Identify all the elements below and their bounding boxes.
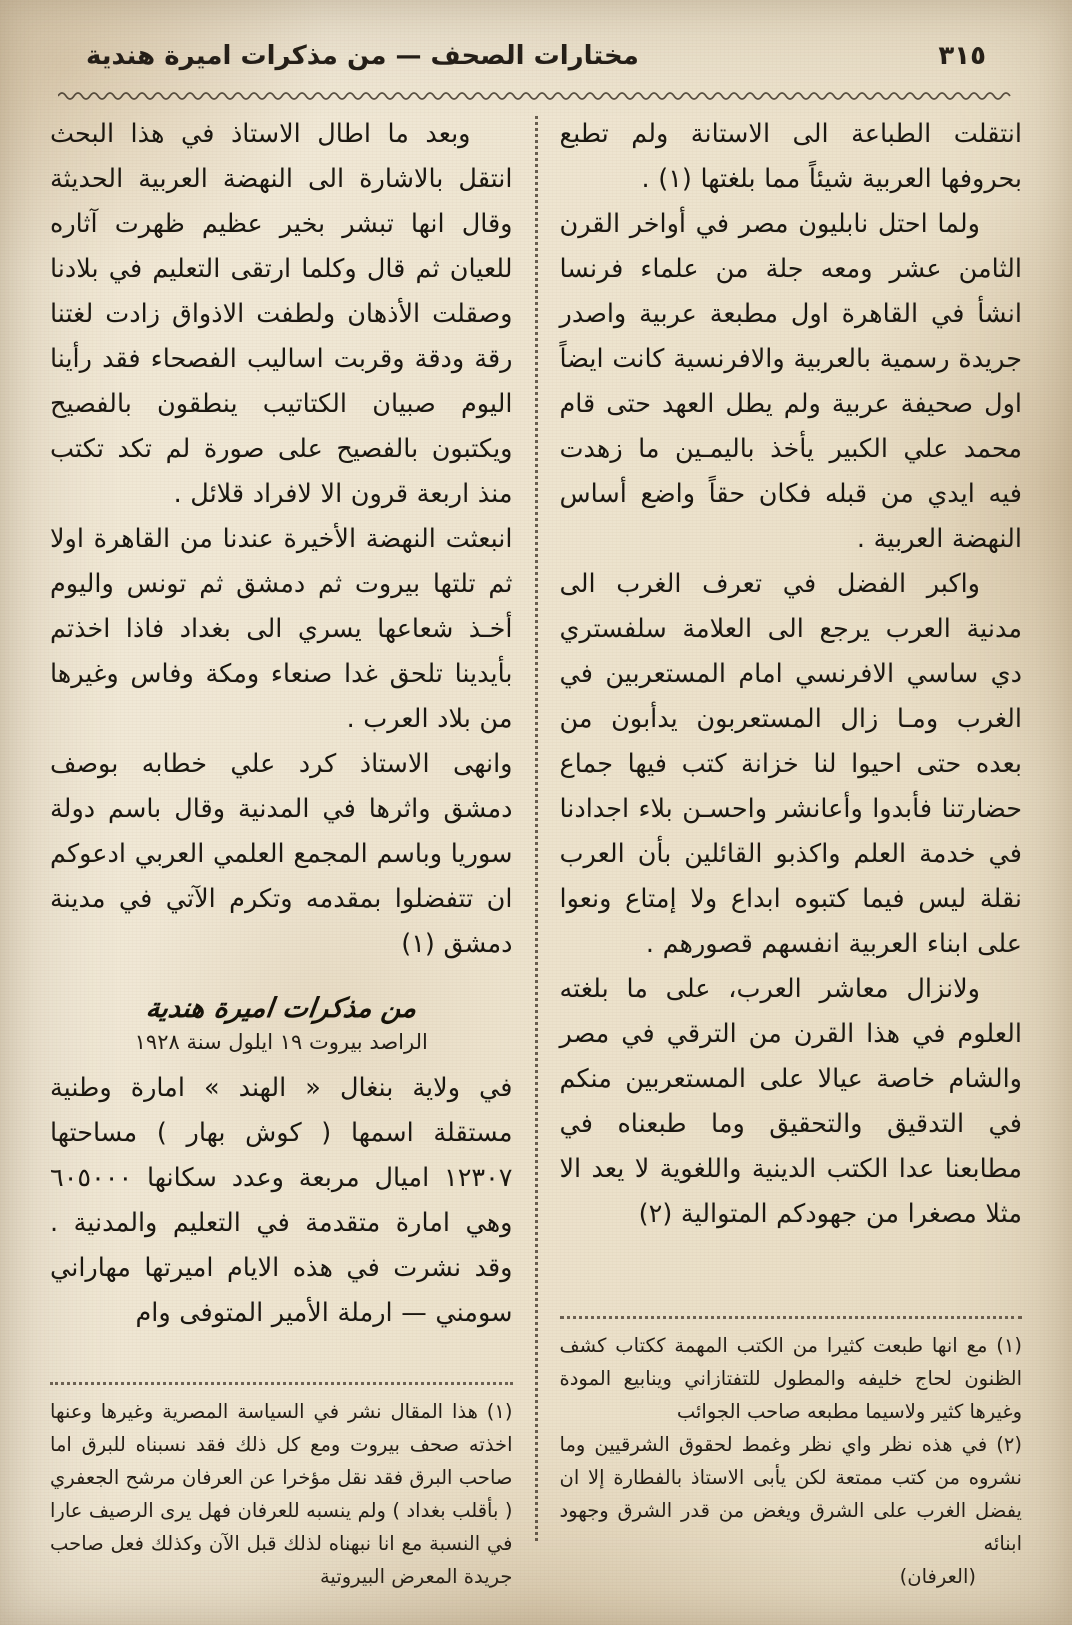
footnote: (١) هذا المقال نشر في السياسة المصرية وغيرها وعنها اخذته صحف بيروت ومع كل ذلك فقد نسبناه للبرق اما صاحب البرق فقد نقل مؤخرا عن العرفان مرشح الجعفري ( بأقلب بغداد ) ولم ينسبه للعرفان فهل يرى الرصيف عارا في النسبة مع انا نبهناه لذلك قبل الآن وكذلك فعل صاحب جريدة المعرض البيروتية (50, 1400, 513, 1588)
page-number: ٣١٥ (938, 41, 986, 71)
left-column-article-body (50, 1066, 513, 1336)
left-column-body (50, 112, 513, 967)
right-column-body (560, 112, 1023, 1237)
left-column (40, 112, 531, 1593)
paragraph: واكبر الفضل في تعرف الغرب الى مدنية العرب يرجع الى العلامة سلفستري دي ساسي الافرنسي امام المستعربين في الغرب ومـا زال المستعربون يدأبون من بعده حتى احيوا لنا خزانة كتب فيها جماع حضارتنا فأبدوا وأعانشر واحسـن بلاء اجدادنا في خدمة العلم واكذبو القائلين بأن العرب نقلة ليس فيما كتبوه ابداع ولا إمتاع ونعوا على ابناء العربية انفسهم قصورهم . (559, 569, 1022, 959)
running-head: مختارات الصحف — من مذكرات اميرة هندية (86, 41, 639, 71)
paragraph: انتقلت الطباعة الى الاستانة ولم تطبع بحروفها العربية شيئاً مما بلغتها (١) . (559, 119, 1022, 194)
paragraph: ولما احتل نابليون مصر في أواخر القرن الثامن عشر ومعه جلة من علماء فرنسا انشأ في القاهرة اول مطبعة عربية واصدر جريدة رسمية بالعربية والافرنسية كانت ايضاً اول صحيفة عربية ولم يطل العهد حتى قام محمد علي الكبير يأخذ باليمـين ما زهدت فيه ايدي من قبله فكان حقاً واضع أساس النهضة العربية . (559, 209, 1022, 554)
footnote-separator (560, 1316, 1023, 1319)
right-column-footnotes (560, 1329, 1023, 1593)
two-column-layout (40, 112, 1032, 1593)
source-attribution (560, 1560, 1023, 1593)
footnote-separator (50, 1382, 513, 1385)
column-spacer (560, 1237, 1023, 1304)
paragraph: في ولاية بنغال « الهند » امارة وطنية مستقلة اسمها ( كوش بهار ) مساحتها ١٢٣٠٧ اميال مربعة وعدد سكانها ٦٠٥٠٠٠ وهي امارة متقدمة في التعليم والمدنية . وقد نشرت في هذه الايام اميرتها مهاراني سومني — ارملة الأمير المتوفى وام (50, 1073, 513, 1328)
right-column (542, 112, 1033, 1593)
section-heading: من مذكرات اميرة هندية (144, 993, 419, 1024)
paragraph: انبعثت النهضة الأخيرة عندنا من القاهرة اولا ثم تلتها بيروت ثم دمشق ثم تونس واليوم أخـذ شعاعها يسري الى بغداد فاذا اخذتم بأيدينا تلحق غدا صنعاء ومكة وفاس وغيرها من بلاد العرب . (50, 524, 513, 734)
footnote: (١) مع انها طبعت كثيرا من الكتب المهمة ككتاب كشف الظنون لحاج خليفه والمطول للتفتازاني وينابيع المودة وغيرها كثير ولاسيما مطبعه صاحب الجوائب (559, 1334, 1022, 1423)
paragraph: وانهى الاستاذ كرد علي خطابه بوصف دمشق واثرها في المدنية وقال باسم دولة سوريا وباسم المجمع العلمي العربي ادعوكم ان تتفضلوا بمقدمه وتكرم الآتي في مدينة دمشق (١) (50, 749, 513, 959)
paragraph: ولانزال معاشر العرب، على ما بلغته العلوم في هذا القرن من الترقي في مصر والشام خاصة عيالا على المستعربين منكم في التدقيق والتحقيق وما طبعناه في مطابعنا عدا الكتب الدينية واللغوية لا يعد الا مثلا مصغرا من جهودكم المتوالية (٢) (559, 974, 1022, 1229)
column-spacer (50, 1336, 513, 1370)
source-label: (العرفان) (899, 1565, 976, 1588)
paragraph: وبعد ما اطال الاستاذ في هذا البحث انتقل بالاشارة الى النهضة العربية الحديثة وقال انها تبشر بخير عظيم ظهرت آثاره للعيان ثم قال وكلما ارتقى التعليم في بلادنا وصقلت الأذهان ولطفت الاذواق زادت لغتنا رقة ودقة وقربت اساليب الفصحاء فقد رأينا اليوم صبيان الكتاتيب ينطقون بالفصيح ويكتبون بالفصيح على صورة لم تكد تكتب منذ اربعة قرون الا لافراد قلائل . (50, 119, 513, 509)
wavy-rule-divider (58, 88, 1014, 102)
byline: الراصد بيروت ١٩ ايلول سنة ١٩٢٨ (134, 1030, 428, 1054)
column-divider (535, 116, 538, 1541)
page-header (86, 30, 986, 82)
footnote: (٢) في هذه نظر واي نظر وغمط لحقوق الشرقيين وما نشروه من كتب ممتعة لكن يأبى الاستاذ بالفطارة إلا ان يفضل الغرب على الشرق ويغض من قدر الشرق وجهود ابنائه (559, 1433, 1022, 1555)
left-column-footnotes (50, 1395, 513, 1593)
